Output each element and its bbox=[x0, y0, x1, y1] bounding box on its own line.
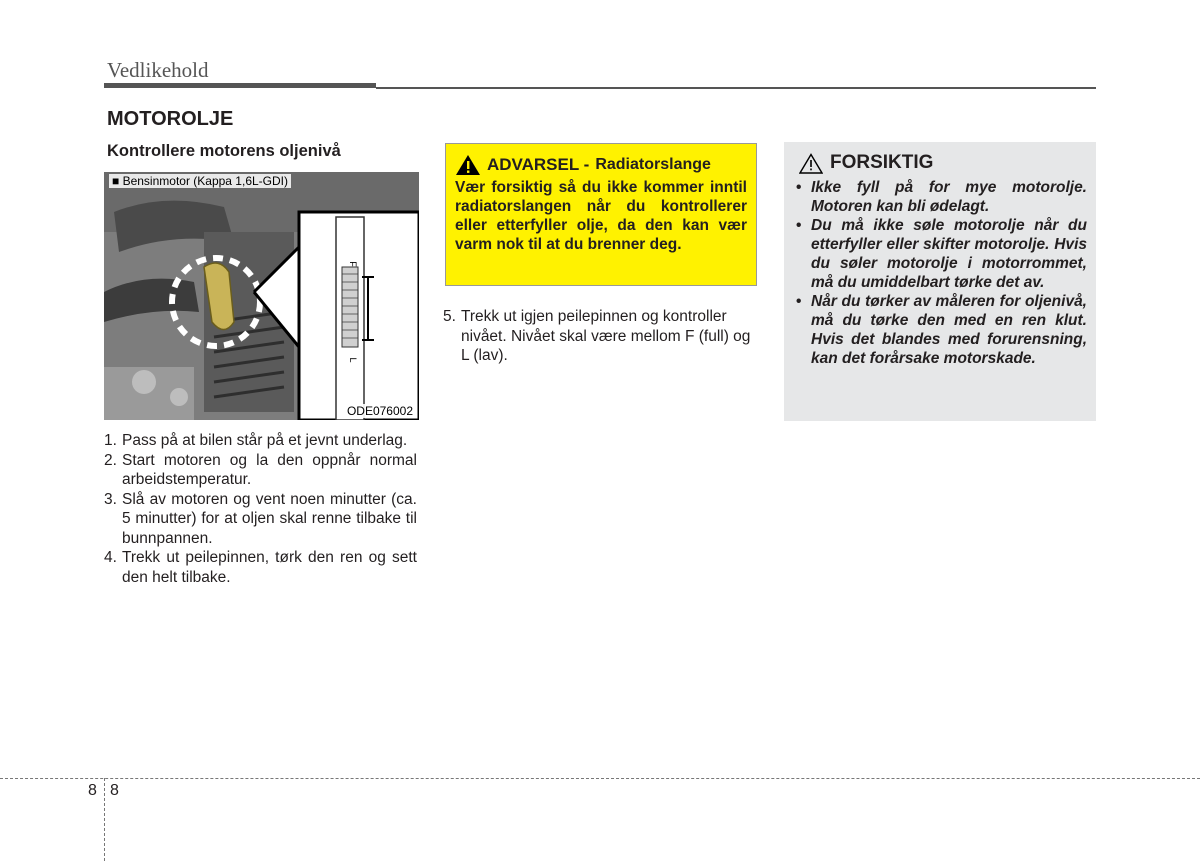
section-header: Vedlikehold bbox=[107, 58, 209, 82]
chapter-number: 8 bbox=[88, 782, 97, 799]
step-text: Slå av motoren og vent noen minutter (ca. 5 minutter) for at oljen skal renne tilbake til bunnpannen. bbox=[122, 490, 417, 547]
header-rule-thin bbox=[376, 87, 1096, 89]
warning-title bbox=[455, 154, 747, 176]
footer-divider bbox=[0, 778, 1200, 779]
step-text: Pass på at bilen står på et jevnt underlag. bbox=[122, 432, 408, 449]
caution-text: Når du tørker av måleren for oljenivå, må du tørke den med en ren klut. Hvis det blandes med forurensning, kan det forårsake motorskade. bbox=[811, 293, 1087, 367]
engine-figure bbox=[104, 172, 419, 420]
dipstick-mark-f: F bbox=[348, 261, 358, 267]
step-number: 2. bbox=[104, 451, 117, 469]
step-text: Trekk ut igjen peilepinnen og kontroller nivået. Nivået skal være mellom F (full) og L (lav). bbox=[461, 308, 751, 364]
bullet-icon: • bbox=[796, 217, 802, 234]
step-number: 4. bbox=[104, 549, 117, 566]
figure-caption: ■ Bensinmotor (Kappa 1,6L-GDI) bbox=[109, 174, 291, 188]
footer-vertical-divider bbox=[104, 778, 105, 861]
caution-list bbox=[793, 178, 1087, 368]
bullet-icon: • bbox=[796, 293, 802, 310]
warning-box bbox=[445, 143, 757, 286]
section-subtitle: Kontrollere motorens oljenivå bbox=[107, 142, 341, 160]
step-text: Start motoren og la den oppnår normal arbeidstemperatur. bbox=[122, 451, 417, 488]
warning-triangle-icon bbox=[455, 154, 481, 176]
caution-item bbox=[793, 216, 1087, 292]
header-rule-thick bbox=[104, 83, 376, 88]
step-item bbox=[104, 490, 417, 549]
step-number: 3. bbox=[104, 490, 117, 508]
warning-body: Vær forsiktig så du ikke kommer inntil radiatorslangen når du kontrollerer eller etterfyller olje, da den kan vær varm nok til at du brenner deg. bbox=[455, 179, 747, 253]
engine-illustration bbox=[104, 172, 419, 420]
step-item bbox=[104, 431, 417, 451]
caution-title bbox=[793, 152, 1087, 174]
step-item bbox=[104, 451, 417, 490]
caution-box bbox=[784, 142, 1096, 421]
step-item-5 bbox=[443, 307, 756, 366]
caution-text: Ikke fyll på for mye motorolje. Motoren kan bli ødelagt. bbox=[811, 179, 1087, 215]
step-item bbox=[104, 548, 417, 587]
caution-label: FORSIKTIG bbox=[830, 152, 934, 173]
warning-sublabel: Radiatorslange bbox=[595, 156, 711, 173]
step-number: 1. bbox=[104, 432, 117, 449]
page-title: MOTOROLJE bbox=[107, 108, 234, 130]
caution-item bbox=[793, 292, 1087, 368]
page-number: 8 bbox=[110, 782, 119, 799]
steps-list bbox=[104, 431, 417, 587]
bullet-icon: • bbox=[796, 179, 802, 196]
caution-item bbox=[793, 178, 1087, 216]
step-text: Trekk ut peilepinnen, tørk den ren og sett den helt tilbake. bbox=[122, 549, 417, 586]
figure-code: ODE076002 bbox=[344, 404, 416, 418]
step-number: 5. bbox=[443, 308, 456, 325]
dipstick-mark-l: L bbox=[348, 357, 358, 363]
caution-triangle-icon bbox=[799, 153, 823, 174]
warning-label: ADVARSEL - bbox=[487, 155, 590, 174]
caution-text: Du må ikke søle motorolje når du etterfyller eller skifter motorolje. Hvis du søler motorolje i motorrommet, må du umiddelbart tørke det av. bbox=[811, 217, 1087, 291]
